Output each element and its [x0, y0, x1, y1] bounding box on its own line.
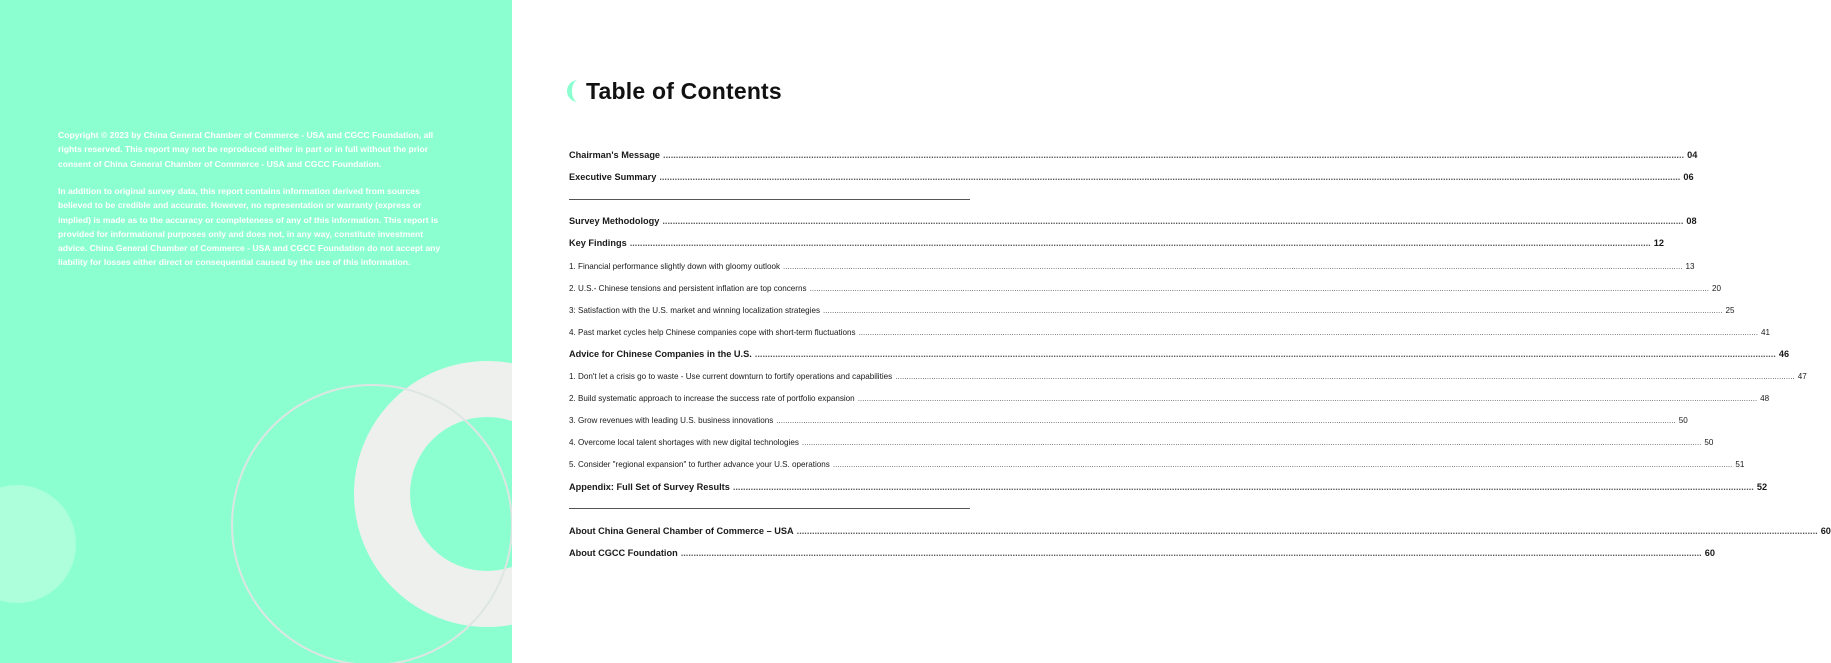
toc-entry[interactable]: [569, 460, 1745, 469]
toc-dot-leader: ................................................................................................................................................................................................................................................................................................................................................................................................................: [629, 238, 1651, 248]
toc-entry-page: 13: [1685, 262, 1695, 271]
toc-entry-page: 51: [1735, 460, 1745, 469]
toc-dot-leader: ................................................................................................................................................................................................................................................................................................................................................................................................................: [801, 438, 1702, 447]
toc-entry[interactable]: [569, 150, 1698, 160]
toc-entry[interactable]: [569, 238, 1664, 248]
toc-entry-label: 4. Past market cycles help Chinese companies cope with short-term fluctuations: [569, 328, 856, 337]
toc-entry-label: About CGCC Foundation: [569, 548, 678, 558]
toc-entry-page: 41: [1761, 328, 1771, 337]
decorative-circles: [0, 0, 512, 663]
toc-entry[interactable]: [569, 349, 1790, 359]
toc-entry[interactable]: [569, 526, 1831, 536]
toc-entry[interactable]: [569, 482, 1768, 492]
toc-dot-leader: ................................................................................................................................................................................................................................................................................................................................................................................................................: [895, 372, 1795, 381]
toc-dot-leader: ................................................................................................................................................................................................................................................................................................................................................................................................................: [663, 150, 1685, 160]
toc-entry-label: 3. Grow revenues with leading U.S. business innovations: [569, 416, 774, 425]
toc-entry-label: 2. U.S.- Chinese tensions and persistent inflation are top concerns: [569, 284, 807, 293]
toc-entry-page: 50: [1704, 438, 1714, 447]
toc-entry[interactable]: [569, 216, 1697, 226]
toc-entry-label: 2. Build systematic approach to increase the success rate of portfolio expansion: [569, 394, 855, 403]
toc-entry-label: 1. Financial performance slightly down with gloomy outlook: [569, 262, 780, 271]
toc-entry[interactable]: [569, 548, 1715, 558]
toc-entry-page: 12: [1653, 238, 1664, 248]
toc-entry[interactable]: [569, 306, 1735, 315]
section-divider: [569, 508, 970, 509]
toc-entry[interactable]: [569, 394, 1770, 403]
toc-entry-label: About China General Chamber of Commerce – USA: [569, 526, 794, 536]
toc-entry[interactable]: [569, 284, 1722, 293]
toc-dot-leader: ................................................................................................................................................................................................................................................................................................................................................................................................................: [858, 328, 1759, 337]
small-circle: [0, 485, 76, 603]
toc-entry[interactable]: [569, 438, 1714, 447]
toc-entry-label: 4. Overcome local talent shortages with new digital technologies: [569, 438, 799, 447]
toc-entry-label: Executive Summary: [569, 172, 657, 182]
toc-entry[interactable]: [569, 262, 1695, 271]
toc-dot-leader: ................................................................................................................................................................................................................................................................................................................................................................................................................: [680, 548, 1702, 558]
toc-entry-page: 04: [1687, 150, 1698, 160]
copyright-notice: Copyright © 2023 by China General Chamber of Commerce - USA and CGCC Foundation, all rights reserved. This report may not be reproduced either in part or in full without the prior consent of China General Chamber of Commerce - USA and CGCC Foundation.: [58, 130, 434, 169]
toc-entry-page: 60: [1820, 526, 1831, 536]
toc-entry[interactable]: [569, 172, 1694, 182]
toc-entry[interactable]: [569, 372, 1807, 381]
toc-dot-leader: ................................................................................................................................................................................................................................................................................................................................................................................................................: [796, 526, 1818, 536]
toc-entry[interactable]: [569, 328, 1771, 337]
toc-entry-label: Advice for Chinese Companies in the U.S.: [569, 349, 752, 359]
toc-entry-page: 46: [1778, 349, 1790, 359]
toc-dot-leader: ................................................................................................................................................................................................................................................................................................................................................................................................................: [662, 216, 1684, 226]
toc-entry-page: 50: [1678, 416, 1688, 425]
toc-entry-page: 52: [1756, 482, 1768, 492]
toc-dot-leader: ................................................................................................................................................................................................................................................................................................................................................................................................................: [754, 349, 1776, 359]
toc-dot-leader: ................................................................................................................................................................................................................................................................................................................................................................................................................: [809, 284, 1710, 293]
toc-entry-label: 1. Don't let a crisis go to waste - Use current downturn to fortify operations and capabilities: [569, 372, 893, 381]
section-divider: [569, 199, 970, 200]
toc-entry-label: 5. Consider "regional expansion" to further advance your U.S. operations: [569, 460, 830, 469]
toc-entry-label: Chairman's Message: [569, 150, 661, 160]
toc-entry-label: 3: Satisfaction with the U.S. market and winning localization strategies: [569, 306, 821, 315]
toc-entry-page: 20: [1712, 284, 1722, 293]
toc-dot-leader: ................................................................................................................................................................................................................................................................................................................................................................................................................: [783, 262, 1683, 271]
toc-entry-label: Key Findings: [569, 238, 627, 248]
toc-heading: [566, 76, 782, 106]
toc-dot-leader: ................................................................................................................................................................................................................................................................................................................................................................................................................: [659, 172, 1681, 182]
toc-entry-page: 60: [1704, 548, 1715, 558]
toc-entry-label: Survey Methodology: [569, 216, 660, 226]
toc-entry-page: 25: [1725, 306, 1735, 315]
toc-entry-page: 06: [1683, 172, 1694, 182]
toc-dot-leader: ................................................................................................................................................................................................................................................................................................................................................................................................................: [732, 482, 1754, 492]
toc-dot-leader: ................................................................................................................................................................................................................................................................................................................................................................................................................: [857, 394, 1758, 403]
left-page: [0, 0, 512, 663]
toc-dot-leader: ................................................................................................................................................................................................................................................................................................................................................................................................................: [832, 460, 1733, 469]
toc-entry[interactable]: [569, 416, 1688, 425]
toc-dot-leader: ................................................................................................................................................................................................................................................................................................................................................................................................................: [823, 306, 1723, 315]
toc-entry-label: Appendix: Full Set of Survey Results: [569, 482, 730, 492]
toc-entry-page: 47: [1797, 372, 1807, 381]
toc-entry-page: 48: [1760, 394, 1770, 403]
page-title: Table of Contents: [586, 77, 782, 104]
disclaimer-notice: In addition to original survey data, this report contains information derived from sources believed to be credible and accurate. However, no representation or warranty (express or implied) is made as to the accuracy or completeness of any of this information. This report is provided for informational purposes only and does not, in any way, constitute investment advice. China General Chamber of Commerce - USA and CGCC Foundation do not accept any liability for losses either direct or consequential caused by the use of this information.: [58, 186, 441, 268]
toc-dot-leader: ................................................................................................................................................................................................................................................................................................................................................................................................................: [776, 416, 1676, 425]
toc-entry-page: 08: [1686, 216, 1697, 226]
crescent-bracket-icon: [566, 79, 582, 103]
